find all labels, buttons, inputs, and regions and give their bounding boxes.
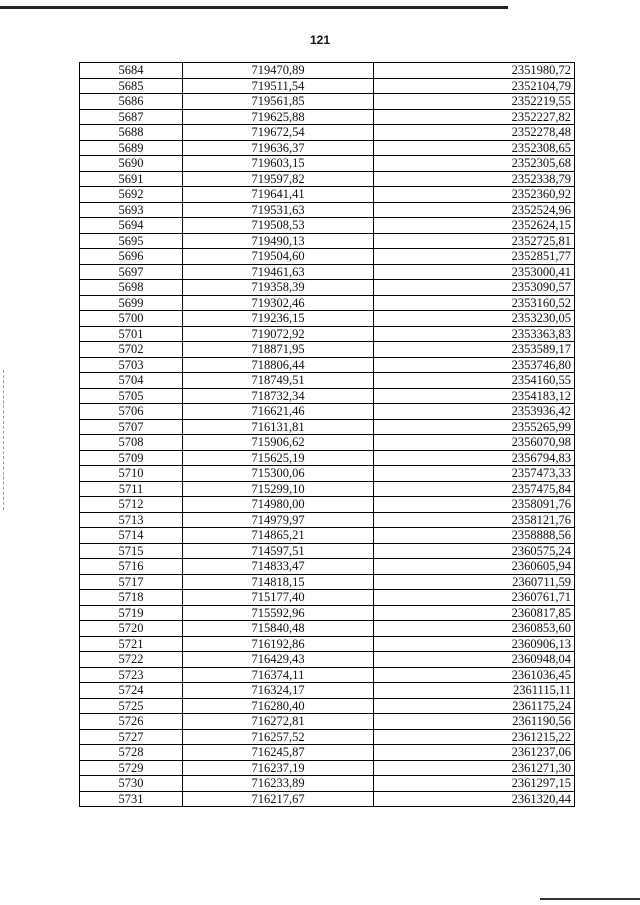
y-coordinate-cell: 2352360,92	[374, 187, 575, 203]
table-row	[80, 156, 575, 172]
x-coordinate-cell: 715299,10	[183, 481, 374, 497]
table-row	[80, 574, 575, 590]
table-row	[80, 187, 575, 203]
point-number-cell: 5692	[80, 187, 183, 203]
table-row	[80, 497, 575, 513]
y-coordinate-cell: 2361297,15	[374, 776, 575, 792]
table-row	[80, 481, 575, 497]
x-coordinate-cell: 714597,51	[183, 543, 374, 559]
table-row	[80, 590, 575, 606]
table-row	[80, 543, 575, 559]
y-coordinate-cell: 2356070,98	[374, 435, 575, 451]
x-coordinate-cell: 719461,63	[183, 264, 374, 280]
table-body	[80, 63, 575, 807]
y-coordinate-cell: 2355265,99	[374, 419, 575, 435]
x-coordinate-cell: 716217,67	[183, 791, 374, 807]
point-number-cell: 5701	[80, 326, 183, 342]
y-coordinate-cell: 2352308,65	[374, 140, 575, 156]
y-coordinate-cell: 2360817,85	[374, 605, 575, 621]
y-coordinate-cell: 2361237,06	[374, 745, 575, 761]
y-coordinate-cell: 2352624,15	[374, 218, 575, 234]
y-coordinate-cell: 2357475,84	[374, 481, 575, 497]
x-coordinate-cell: 714865,21	[183, 528, 374, 544]
table-row	[80, 636, 575, 652]
table-row	[80, 652, 575, 668]
table-row	[80, 140, 575, 156]
table-row	[80, 760, 575, 776]
point-number-cell: 5702	[80, 342, 183, 358]
x-coordinate-cell: 716429,43	[183, 652, 374, 668]
point-number-cell: 5728	[80, 745, 183, 761]
x-coordinate-cell: 714833,47	[183, 559, 374, 575]
point-number-cell: 5725	[80, 698, 183, 714]
point-number-cell: 5726	[80, 714, 183, 730]
x-coordinate-cell: 716237,19	[183, 760, 374, 776]
table-row	[80, 729, 575, 745]
x-coordinate-cell: 716257,52	[183, 729, 374, 745]
y-coordinate-cell: 2361271,30	[374, 760, 575, 776]
table-row	[80, 311, 575, 327]
point-number-cell: 5718	[80, 590, 183, 606]
table-row	[80, 559, 575, 575]
x-coordinate-cell: 714979,97	[183, 512, 374, 528]
x-coordinate-cell: 719597,82	[183, 171, 374, 187]
x-coordinate-cell: 715300,06	[183, 466, 374, 482]
x-coordinate-cell: 716374,11	[183, 667, 374, 683]
point-number-cell: 5707	[80, 419, 183, 435]
table-row	[80, 776, 575, 792]
table-row	[80, 450, 575, 466]
y-coordinate-cell: 2353363,83	[374, 326, 575, 342]
table-row	[80, 683, 575, 699]
table-row	[80, 791, 575, 807]
x-coordinate-cell: 716233,89	[183, 776, 374, 792]
table-row	[80, 404, 575, 420]
y-coordinate-cell: 2353589,17	[374, 342, 575, 358]
y-coordinate-cell: 2354183,12	[374, 388, 575, 404]
x-coordinate-cell: 714818,15	[183, 574, 374, 590]
table-row	[80, 621, 575, 637]
y-coordinate-cell: 2352338,79	[374, 171, 575, 187]
point-number-cell: 5695	[80, 233, 183, 249]
y-coordinate-cell: 2360906,13	[374, 636, 575, 652]
x-coordinate-cell: 719672,54	[183, 125, 374, 141]
y-coordinate-cell: 2353090,57	[374, 280, 575, 296]
table-row	[80, 63, 575, 79]
table-row	[80, 373, 575, 389]
point-number-cell: 5705	[80, 388, 183, 404]
table-row	[80, 419, 575, 435]
y-coordinate-cell: 2352219,55	[374, 94, 575, 110]
y-coordinate-cell: 2354160,55	[374, 373, 575, 389]
x-coordinate-cell: 715840,48	[183, 621, 374, 637]
table-row	[80, 745, 575, 761]
x-coordinate-cell: 719561,85	[183, 94, 374, 110]
table-row	[80, 512, 575, 528]
x-coordinate-cell: 719641,41	[183, 187, 374, 203]
point-number-cell: 5710	[80, 466, 183, 482]
table-row	[80, 218, 575, 234]
table-row	[80, 714, 575, 730]
point-number-cell: 5691	[80, 171, 183, 187]
y-coordinate-cell: 2358091,76	[374, 497, 575, 513]
table-row	[80, 233, 575, 249]
x-coordinate-cell: 719072,92	[183, 326, 374, 342]
table-row	[80, 264, 575, 280]
y-coordinate-cell: 2360575,24	[374, 543, 575, 559]
y-coordinate-cell: 2360711,59	[374, 574, 575, 590]
point-number-cell: 5719	[80, 605, 183, 621]
point-number-cell: 5699	[80, 295, 183, 311]
point-number-cell: 5729	[80, 760, 183, 776]
point-number-cell: 5703	[80, 357, 183, 373]
x-coordinate-cell: 719511,54	[183, 78, 374, 94]
point-number-cell: 5700	[80, 311, 183, 327]
table-row	[80, 388, 575, 404]
y-coordinate-cell: 2356794,83	[374, 450, 575, 466]
x-coordinate-cell: 716131,81	[183, 419, 374, 435]
x-coordinate-cell: 714980,00	[183, 497, 374, 513]
point-number-cell: 5690	[80, 156, 183, 172]
point-number-cell: 5694	[80, 218, 183, 234]
point-number-cell: 5730	[80, 776, 183, 792]
y-coordinate-cell: 2353160,52	[374, 295, 575, 311]
x-coordinate-cell: 715177,40	[183, 590, 374, 606]
y-coordinate-cell: 2352278,48	[374, 125, 575, 141]
y-coordinate-cell: 2353746,80	[374, 357, 575, 373]
y-coordinate-cell: 2351980,72	[374, 63, 575, 79]
x-coordinate-cell: 715906,62	[183, 435, 374, 451]
x-coordinate-cell: 716324,17	[183, 683, 374, 699]
point-number-cell: 5721	[80, 636, 183, 652]
scan-margin-mark	[3, 370, 5, 510]
y-coordinate-cell: 2360605,94	[374, 559, 575, 575]
table-row	[80, 94, 575, 110]
table-row	[80, 357, 575, 373]
point-number-cell: 5697	[80, 264, 183, 280]
y-coordinate-cell: 2360948,04	[374, 652, 575, 668]
y-coordinate-cell: 2361215,22	[374, 729, 575, 745]
y-coordinate-cell: 2352725,81	[374, 233, 575, 249]
coordinates-table	[79, 62, 575, 807]
point-number-cell: 5715	[80, 543, 183, 559]
point-number-cell: 5685	[80, 78, 183, 94]
point-number-cell: 5709	[80, 450, 183, 466]
point-number-cell: 5717	[80, 574, 183, 590]
point-number-cell: 5724	[80, 683, 183, 699]
table-row	[80, 435, 575, 451]
point-number-cell: 5720	[80, 621, 183, 637]
y-coordinate-cell: 2358121,76	[374, 512, 575, 528]
y-coordinate-cell: 2352305,68	[374, 156, 575, 172]
y-coordinate-cell: 2360853,60	[374, 621, 575, 637]
point-number-cell: 5731	[80, 791, 183, 807]
x-coordinate-cell: 718871,95	[183, 342, 374, 358]
table-row	[80, 326, 575, 342]
x-coordinate-cell: 718732,34	[183, 388, 374, 404]
x-coordinate-cell: 719625,88	[183, 109, 374, 125]
table-row	[80, 698, 575, 714]
point-number-cell: 5704	[80, 373, 183, 389]
x-coordinate-cell: 719603,15	[183, 156, 374, 172]
x-coordinate-cell: 716245,87	[183, 745, 374, 761]
x-coordinate-cell: 715625,19	[183, 450, 374, 466]
point-number-cell: 5722	[80, 652, 183, 668]
y-coordinate-cell: 2353000,41	[374, 264, 575, 280]
y-coordinate-cell: 2357473,33	[374, 466, 575, 482]
table-row	[80, 605, 575, 621]
x-coordinate-cell: 716272,81	[183, 714, 374, 730]
x-coordinate-cell: 716621,46	[183, 404, 374, 420]
point-number-cell: 5716	[80, 559, 183, 575]
y-coordinate-cell: 2361036,45	[374, 667, 575, 683]
bottom-rule	[540, 898, 640, 900]
table-row	[80, 667, 575, 683]
x-coordinate-cell: 719636,37	[183, 140, 374, 156]
top-rule	[0, 6, 508, 9]
table-row	[80, 280, 575, 296]
y-coordinate-cell: 2352851,77	[374, 249, 575, 265]
y-coordinate-cell: 2361320,44	[374, 791, 575, 807]
point-number-cell: 5686	[80, 94, 183, 110]
table-row	[80, 249, 575, 265]
x-coordinate-cell: 718749,51	[183, 373, 374, 389]
x-coordinate-cell: 716192,86	[183, 636, 374, 652]
x-coordinate-cell: 719490,13	[183, 233, 374, 249]
x-coordinate-cell: 719508,53	[183, 218, 374, 234]
table-row	[80, 171, 575, 187]
point-number-cell: 5688	[80, 125, 183, 141]
point-number-cell: 5689	[80, 140, 183, 156]
x-coordinate-cell: 716280,40	[183, 698, 374, 714]
point-number-cell: 5727	[80, 729, 183, 745]
point-number-cell: 5696	[80, 249, 183, 265]
point-number-cell: 5684	[80, 63, 183, 79]
y-coordinate-cell: 2353230,05	[374, 311, 575, 327]
y-coordinate-cell: 2361175,24	[374, 698, 575, 714]
point-number-cell: 5693	[80, 202, 183, 218]
table-row	[80, 109, 575, 125]
table-row	[80, 78, 575, 94]
point-number-cell: 5698	[80, 280, 183, 296]
point-number-cell: 5711	[80, 481, 183, 497]
y-coordinate-cell: 2360761,71	[374, 590, 575, 606]
x-coordinate-cell: 719470,89	[183, 63, 374, 79]
point-number-cell: 5714	[80, 528, 183, 544]
y-coordinate-cell: 2352227,82	[374, 109, 575, 125]
y-coordinate-cell: 2352524,96	[374, 202, 575, 218]
table-row	[80, 342, 575, 358]
table-row	[80, 528, 575, 544]
table-row	[80, 466, 575, 482]
page-number: 121	[309, 33, 331, 47]
point-number-cell: 5723	[80, 667, 183, 683]
point-number-cell: 5708	[80, 435, 183, 451]
table-row	[80, 202, 575, 218]
table-row	[80, 125, 575, 141]
point-number-cell: 5706	[80, 404, 183, 420]
point-number-cell: 5712	[80, 497, 183, 513]
y-coordinate-cell: 2361190,56	[374, 714, 575, 730]
x-coordinate-cell: 719531,63	[183, 202, 374, 218]
x-coordinate-cell: 719504,60	[183, 249, 374, 265]
x-coordinate-cell: 718806,44	[183, 357, 374, 373]
x-coordinate-cell: 719236,15	[183, 311, 374, 327]
x-coordinate-cell: 719358,39	[183, 280, 374, 296]
y-coordinate-cell: 2361115,11	[374, 683, 575, 699]
x-coordinate-cell: 719302,46	[183, 295, 374, 311]
point-number-cell: 5687	[80, 109, 183, 125]
table-row	[80, 295, 575, 311]
x-coordinate-cell: 715592,96	[183, 605, 374, 621]
point-number-cell: 5713	[80, 512, 183, 528]
y-coordinate-cell: 2352104,79	[374, 78, 575, 94]
y-coordinate-cell: 2353936,42	[374, 404, 575, 420]
y-coordinate-cell: 2358888,56	[374, 528, 575, 544]
